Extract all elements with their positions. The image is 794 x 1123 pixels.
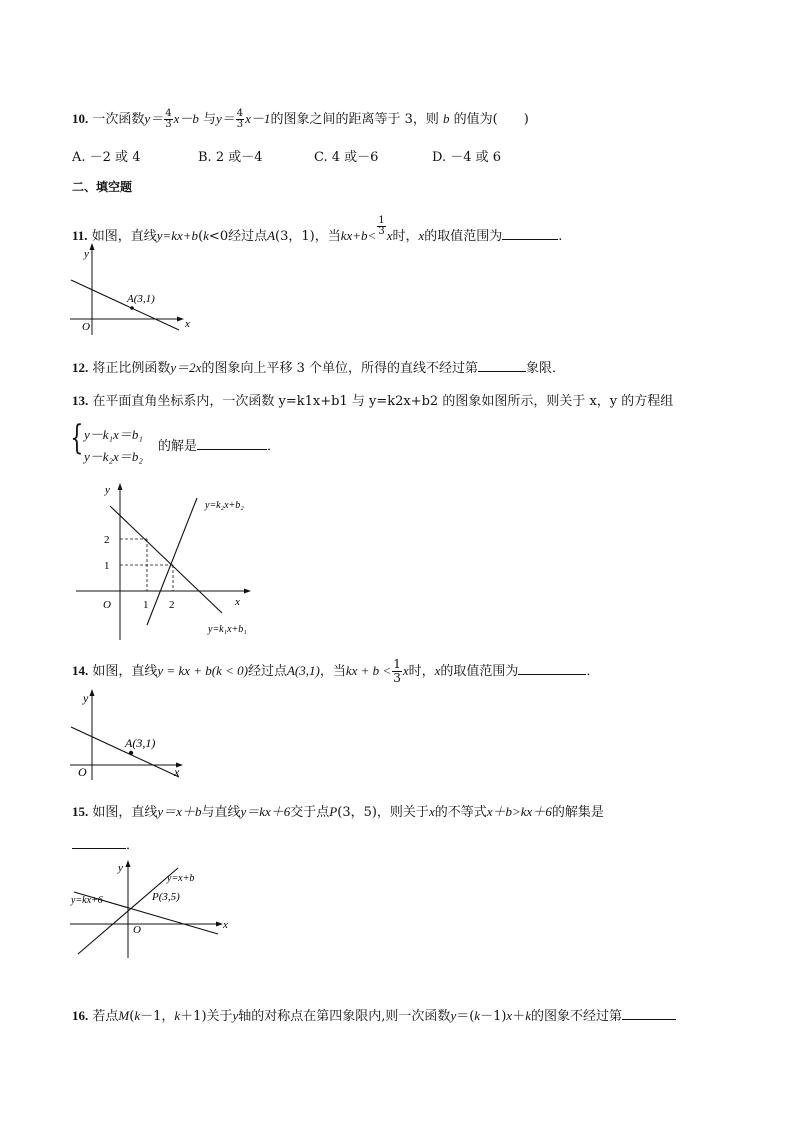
question-text: 如图，直线	[92, 664, 158, 679]
variable: x	[418, 228, 425, 243]
question-text: ＋1)关于	[180, 1009, 233, 1024]
variable: k	[134, 1008, 141, 1023]
y-axis-arrow	[118, 483, 123, 490]
formula: y＝kx＋6	[240, 804, 291, 819]
equation-2: y－k₂x＝b₂	[84, 449, 143, 464]
y-label: y	[84, 248, 89, 260]
line-y-kx-b	[71, 727, 179, 777]
point-label: M	[118, 1008, 130, 1023]
question-text: (3，1)，当	[275, 229, 341, 244]
line-y-x-b-label: y=x+b	[167, 873, 195, 884]
question-text: (	[129, 1009, 135, 1024]
question-text: 的取值范围为	[440, 664, 519, 679]
equation-1: y－k₁x＝b₁	[84, 427, 143, 442]
formula: x－1	[245, 111, 271, 126]
answer-blank[interactable]	[622, 1019, 676, 1020]
tick-y-2: 2	[104, 534, 110, 546]
question-16	[72, 1005, 676, 1024]
variable: x	[402, 663, 409, 678]
formula: y＝	[144, 111, 164, 126]
option-c[interactable]: C. 4 或－6	[314, 150, 379, 165]
x-axis-arrow	[244, 589, 251, 594]
question-text: 一次函数	[92, 112, 145, 127]
formula: y=kx+b	[156, 228, 199, 243]
question-text: 与	[202, 112, 216, 127]
point-label: A(3,1)	[286, 663, 320, 678]
question-number: 10.	[72, 111, 89, 126]
x-axis-arrow	[216, 922, 223, 927]
question-text: 时，	[392, 229, 419, 244]
question-text: ．	[126, 838, 140, 853]
section-heading: 二、填空题	[72, 180, 133, 194]
point-p-label: P(3,5)	[152, 891, 180, 903]
question-text: 的解集是	[551, 805, 604, 820]
question-11: 11. 如图，直线y=kx+b(k<0经过点A(3，1)，当kx+b< $\frac{1}{3}$ x时，x的取值范围为 .	[72, 215, 563, 244]
variable: x	[428, 804, 435, 819]
q15-figure	[68, 858, 238, 960]
question-number: 13.	[72, 393, 89, 408]
question-text: 交于点	[290, 805, 330, 820]
question-text: 如图，直线	[92, 805, 158, 820]
answer-blank[interactable]	[72, 848, 126, 849]
option-a[interactable]: A. －2 或 4	[72, 150, 141, 165]
question-text: 如图，直线	[91, 229, 157, 244]
origin-label: O	[133, 924, 141, 936]
tick-x-2: 2	[169, 599, 175, 611]
fraction: $\frac{1}{3}$	[378, 215, 385, 237]
x-label: x	[174, 765, 180, 779]
x-axis-arrow	[177, 317, 184, 322]
question-12	[72, 357, 565, 376]
option-d[interactable]: D. －4 或 6	[432, 150, 502, 165]
answer-blank[interactable]	[197, 449, 267, 450]
question-text: 若点	[92, 1009, 119, 1024]
question-number: 16.	[72, 1008, 89, 1023]
point-a	[130, 306, 134, 310]
question-text: 将正比例函数	[92, 361, 171, 376]
y-label: y	[118, 862, 123, 874]
y-axis-arrow	[90, 689, 95, 696]
question-text: 的解是	[158, 439, 198, 454]
formula: y＝x＋b	[157, 804, 202, 819]
fraction: $\frac{4}{3}$	[236, 108, 244, 130]
origin-label: O	[103, 599, 111, 611]
variable: x	[434, 663, 441, 678]
question-text: －1)	[480, 1009, 507, 1024]
question-15	[72, 801, 604, 820]
formula: y = kx + b(k < 0)	[157, 663, 248, 678]
variable: k	[174, 1008, 181, 1023]
variable: k	[474, 1008, 481, 1023]
y-label: y	[83, 691, 89, 705]
question-text: ．	[267, 439, 281, 454]
option-b[interactable]: B. 2 或－4	[198, 150, 263, 165]
q11-figure	[68, 243, 193, 337]
question-text: ，当	[319, 664, 346, 679]
formula: kx+b<	[340, 228, 377, 243]
point-a-label: A(3,1)	[127, 293, 155, 305]
q13-tail	[158, 435, 280, 454]
question-text: 的图象不经过第	[531, 1009, 623, 1024]
y-axis-arrow	[126, 860, 131, 867]
question-number: 15.	[72, 804, 89, 819]
line-k1-label: y=k₁x+b₁	[208, 624, 247, 635]
question-text: 的图象之间的距离等于 3，则	[270, 112, 439, 127]
formula: x－b	[173, 111, 199, 126]
formula: y＝2x	[170, 360, 202, 375]
y-label: y	[105, 484, 110, 496]
question-number: 14.	[72, 663, 89, 678]
point-label: P	[329, 804, 338, 819]
formula: x＋b>kx＋6	[486, 804, 552, 819]
question-number: 11.	[72, 228, 88, 243]
question-13	[72, 390, 673, 409]
question-text: (	[198, 229, 204, 244]
question-text: ＝(	[456, 1009, 475, 1024]
fraction: $\frac{4}{3}$	[165, 108, 172, 130]
line-y-kx-6-label: y=kx+6	[71, 895, 103, 906]
tick-x-1: 1	[143, 599, 149, 611]
variable: y	[232, 1008, 239, 1023]
question-number: 12.	[72, 360, 89, 375]
point-a-label: A(3,1)	[125, 736, 156, 750]
variable: b	[442, 111, 450, 126]
question-text: 与直线	[201, 805, 241, 820]
point-a	[129, 751, 133, 755]
question-text: 在平面直角坐标系内，一次函数 y=k1x+b1 与 y=k2x+b2 的图象如图所示，则关于 x，y 的方程组	[92, 394, 674, 409]
tick-y-1: 1	[104, 560, 110, 572]
variable: k	[525, 1008, 531, 1023]
origin-label: O	[78, 765, 87, 779]
question-text: 的图象向上平移 3 个单位，所得的直线不经过第	[201, 361, 478, 376]
line-k1	[110, 506, 222, 613]
line-k2-label: y=k₂x+b₂	[205, 500, 244, 511]
question-14	[72, 658, 599, 685]
question-text: 象限．	[526, 361, 566, 376]
point-label: A	[267, 228, 276, 243]
system-brace: {	[70, 418, 84, 458]
question-text: (3，5)，则关于	[337, 805, 429, 820]
formula: y＝	[216, 111, 235, 126]
origin-label: O	[82, 321, 90, 333]
q13-figure	[72, 480, 272, 642]
question-text: 经过点	[247, 664, 287, 679]
question-text: 轴的对称点在第四象限内,则一次函数	[238, 1009, 451, 1024]
question-text: 的不等式	[434, 805, 487, 820]
question-text: ．	[586, 664, 600, 679]
variable: x	[386, 228, 393, 243]
question-text: 时，	[408, 664, 435, 679]
question-10	[72, 108, 529, 130]
answer-blank[interactable]	[502, 239, 558, 240]
x-label: x	[223, 919, 228, 931]
formula: kx + b <	[345, 663, 392, 678]
variable: y	[450, 1008, 457, 1023]
answer-blank[interactable]	[478, 371, 526, 372]
fraction: $\frac{1}{3}$	[393, 657, 401, 685]
variable: x	[506, 1008, 513, 1023]
question-text: 的值为( )	[453, 112, 529, 127]
q15-answer-line	[72, 834, 139, 853]
q14-figure	[68, 688, 193, 782]
y-axis-arrow	[90, 243, 95, 250]
x-label: x	[185, 318, 190, 330]
question-text: 的取值范围为	[424, 229, 503, 244]
x-label: x	[235, 596, 240, 608]
question-text: <0经过点	[208, 229, 268, 244]
question-text: －1，	[140, 1009, 175, 1024]
question-text: ＋	[512, 1009, 526, 1024]
variable: k	[203, 228, 209, 243]
answer-blank[interactable]	[518, 674, 586, 675]
